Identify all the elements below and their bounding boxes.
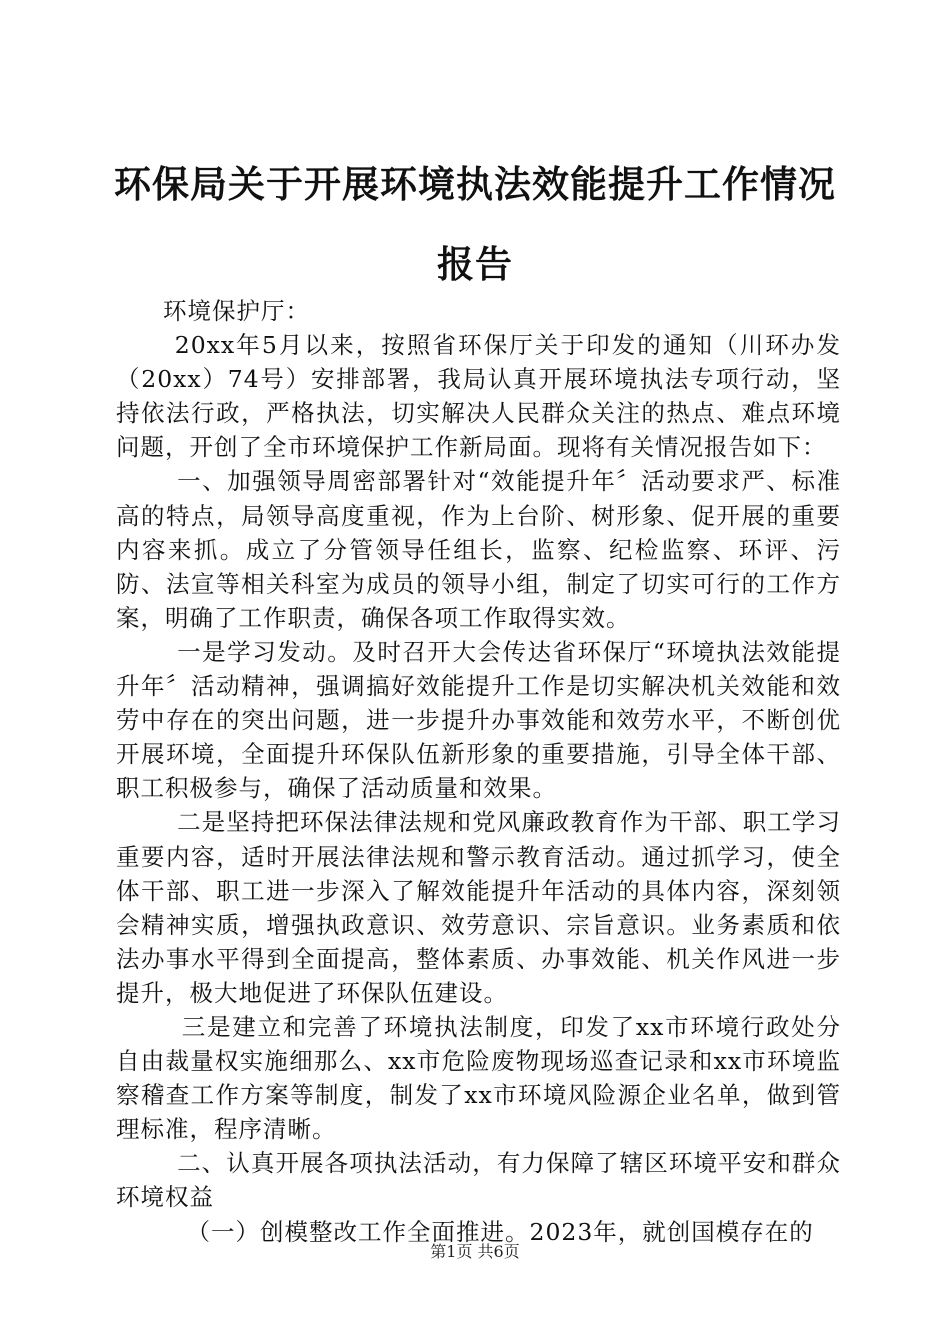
document-body bbox=[116, 294, 841, 1249]
section-2-heading: 二、认真开展各项执法活动，有力保障了辖区环境平安和群众环境权益 bbox=[116, 1149, 841, 1212]
point-1-paragraph: 一是学习发动。及时召开大会传达省环保厅“环境执法效能提升年〞活动精神，强调搞好效能提升工作是切实解决机关效能和效劳中存在的突出问题，进一步提升办事效能和效劳水平，不断创优开展环境，全面提升环保队伍新形象的重要措施，引导全体干部、职工积极参与，确保了活动质量和效果。 bbox=[116, 637, 841, 803]
subsection-1-paragraph: （一）创模整改工作全面推进。2023年，就创国模存在的 bbox=[186, 1217, 814, 1246]
point-2-paragraph: 二是坚持把环保法律法规和党风廉政教育作为干部、职工学习重要内容，适时开展法律法规和警示教育活动。通过抓学习，使全体干部、职工进一步深入了解效能提升年活动的具体内容，深刻领会精神实质，增强执政意识、效劳意识、宗旨意识。业务素质和依法办事水平得到全面提高，整体素质、办事效能、机关作风进一步提升，极大地促进了环保队伍建设。 bbox=[116, 808, 841, 1007]
section-1-paragraph: 一、加强领导周密部署针对“效能提升年〞活动要求严、标准高的特点，局领导高度重视，作为上台阶、树形象、促开展的重要内容来抓。成立了分管领导任组长，监察、纪检监察、环评、污防、法宣等相关科室为成员的领导小组，制定了切实可行的工作方案，明确了工作职责，确保各项工作取得实效。 bbox=[116, 467, 841, 632]
document-title: 环保局关于开展环境执法效能提升工作情况报告 bbox=[114, 163, 836, 286]
salutation: 环境保护厅： bbox=[163, 297, 310, 325]
page-footer: 第1页 共6页 bbox=[430, 1242, 520, 1261]
point-3-paragraph: 三是建立和完善了环境执法制度，印发了xx市环境行政处分自由裁量权实施细那么、xx市危险废物现场巡查记录和xx市环境监察稽查工作方案等制度，制发了xx市环境风险源企业名单，做到管理标准，程序清晰。 bbox=[116, 1012, 841, 1144]
intro-paragraph: 20xx年5月以来，按照省环保厅关于印发的通知（川环办发（20xx）74号）安排部署，我局认真开展环境执法专项行动，坚持依法行政，严格执法，切实解决人民群众关注的热点、难点环境问题，开创了全市环境保护工作新局面。现将有关情况报告如下： bbox=[116, 331, 841, 462]
